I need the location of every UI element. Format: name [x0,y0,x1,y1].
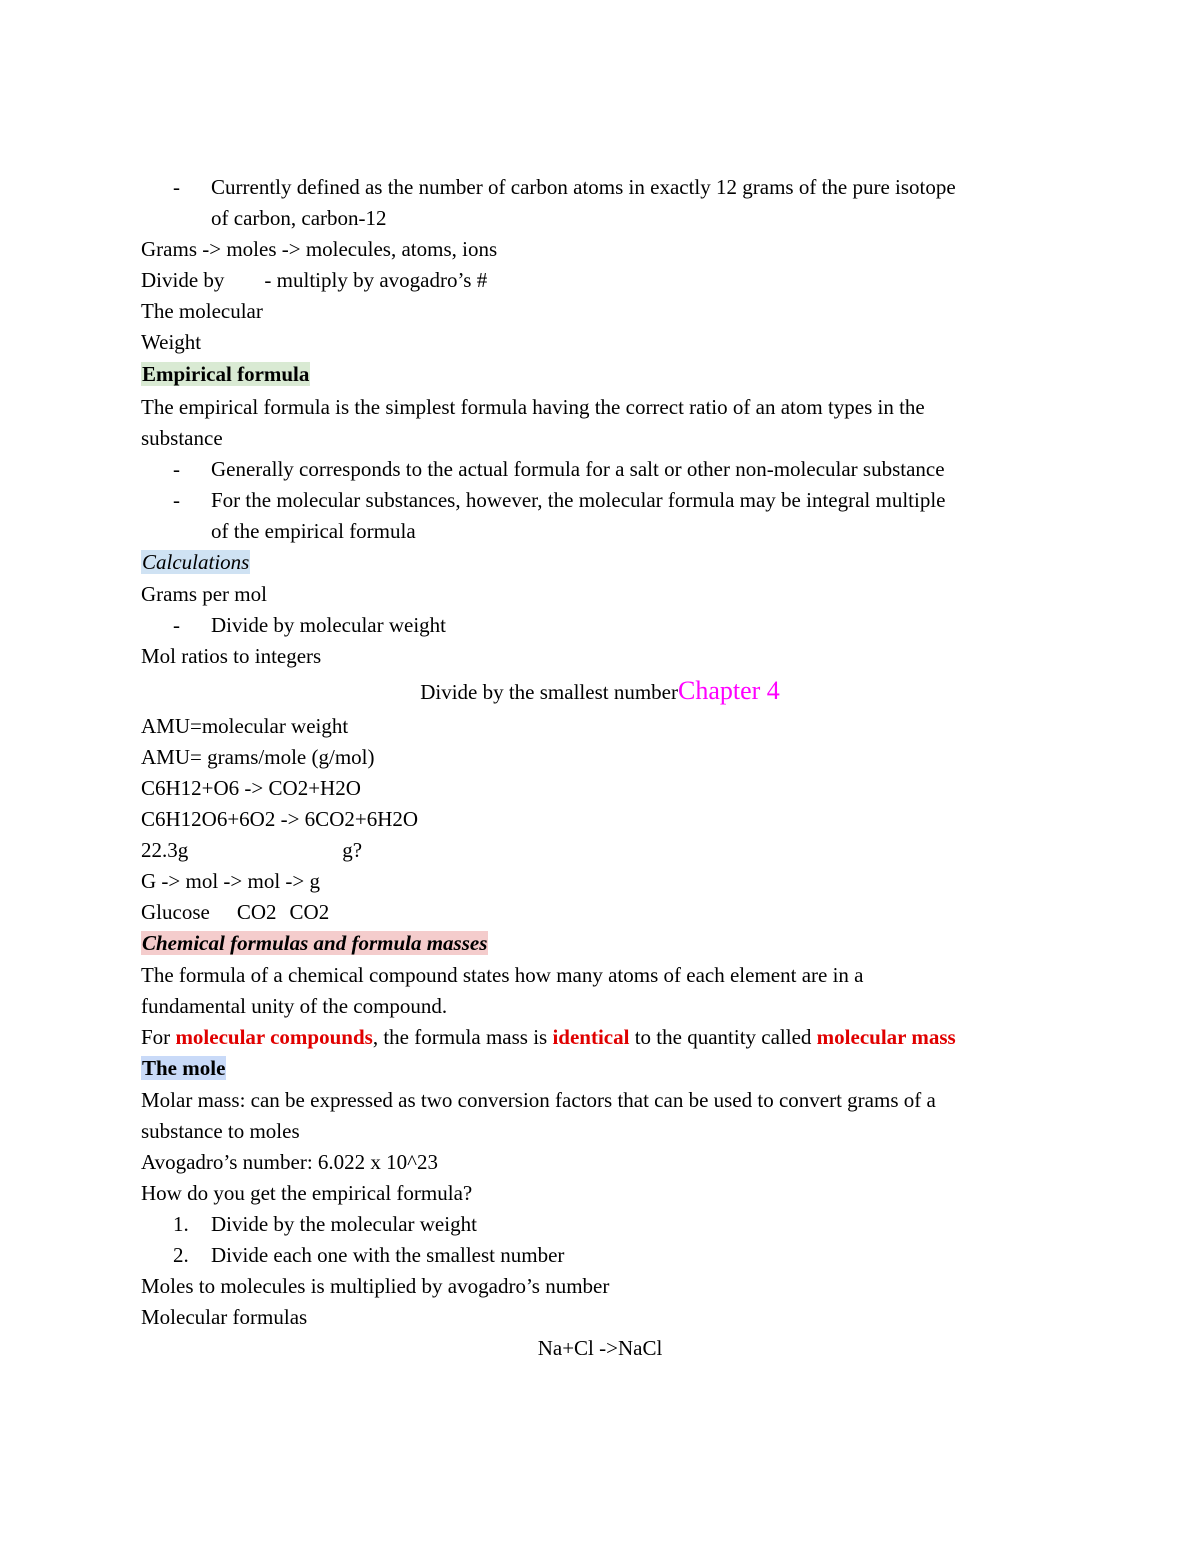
text-span: to the quantity called [629,1025,817,1049]
section-heading-empirical [141,359,310,390]
text-line: Mol ratios to integers [141,644,322,668]
text-span: Divide by [141,268,225,292]
list-number: 2. [173,1243,189,1267]
centered-line [0,675,1200,708]
text-line: Weight [141,330,202,354]
text-line: Currently defined as the number of carbon atoms in exactly 12 grams of the pure isotope [211,175,956,199]
emphasis-text: identical [552,1025,630,1049]
emphasis-text: molecular compounds [175,1025,373,1049]
text-line: Molar mass: can be expressed as two conversion factors that can be used to convert grams of a [141,1088,936,1112]
bullet-text: of the empirical formula [211,519,416,543]
text-line: How do you get the empirical formula? [141,1181,473,1205]
text-span: - multiply by avogadro’s # [264,268,488,292]
text-line: substance [141,426,223,450]
heading-text: Calculations [142,550,250,574]
text-line: Molecular formulas [141,1305,308,1329]
bullet-text: For the molecular substances, however, the molecular formula may be integral multiple [211,488,946,512]
text-span: For [141,1025,176,1049]
bullet-dash: - [173,488,180,512]
text-line [141,897,329,928]
list-item: Divide by the molecular weight [211,1212,477,1236]
text-line: Grams per mol [141,582,267,606]
text-span: CO2 [289,900,330,924]
bullet-text: Divide by molecular weight [211,613,447,637]
text-line: Avogadro’s number: 6.022 x 10^23 [141,1150,439,1174]
text-span: CO2 [236,900,277,924]
text-line: The molecular [141,299,263,323]
text-line: AMU= grams/mole (g/mol) [141,745,375,769]
list-number: 1. [173,1212,189,1236]
text-line: C6H12+O6 -> CO2+H2O [141,776,361,800]
section-heading-the-mole [141,1053,226,1084]
text-line: substance to moles [141,1119,300,1143]
bullet-dash: - [173,175,180,199]
text-line [141,265,487,296]
text-line: The formula of a chemical compound states how many atoms of each element are in a [141,963,864,987]
section-heading-chemical-formulas [141,928,488,959]
chapter-title: Chapter 4 [677,676,780,705]
list-item: Divide each one with the smallest number [211,1243,565,1267]
text-line: fundamental unity of the compound. [141,994,448,1018]
centered-equation: Na+Cl ->NaCl [537,1336,663,1360]
text-line [141,835,362,866]
text-span: Divide by the smallest number [420,680,678,704]
text-line [141,1022,956,1053]
text-line: Moles to molecules is multiplied by avogadro’s number [141,1274,610,1298]
text-line: C6H12O6+6O2 -> 6CO2+6H2O [141,807,419,831]
text-line: G -> mol -> mol -> g [141,869,321,893]
text-line: of carbon, carbon-12 [211,206,387,230]
bullet-dash: - [173,613,180,637]
section-heading-calculations [141,547,250,578]
heading-text: Chemical formulas and formula masses [142,931,488,955]
emphasis-text: molecular mass [816,1025,956,1049]
text-line: The empirical formula is the simplest formula having the correct ratio of an atom types in the [141,395,925,419]
text-span: g? [342,838,363,862]
heading-text: The mole [142,1056,226,1080]
bullet-dash: - [173,457,180,481]
text-span: Glucose [141,900,210,924]
text-span: 22.3g [141,838,189,862]
bullet-text: Generally corresponds to the actual formula for a salt or other non-molecular substance [211,457,945,481]
text-line: AMU=molecular weight [141,714,349,738]
text-line: Grams -> moles -> molecules, atoms, ions [141,237,498,261]
heading-text: Empirical formula [142,362,310,386]
text-span: , the formula mass is [372,1025,553,1049]
